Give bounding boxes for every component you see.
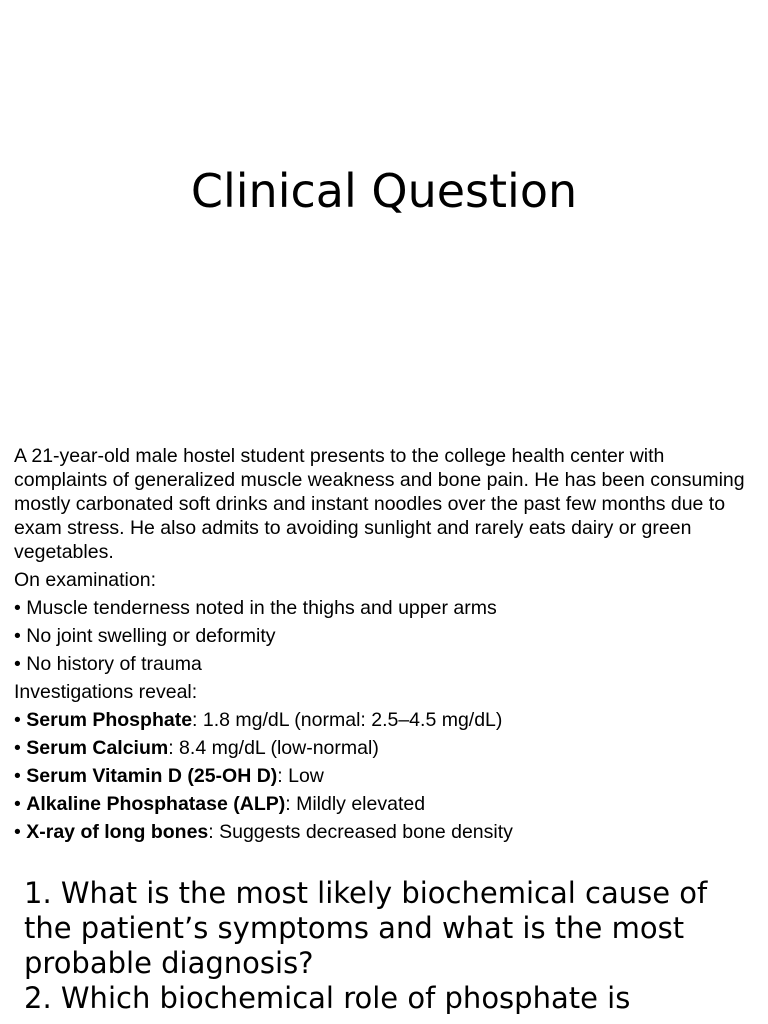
investigation-value: : Mildly elevated bbox=[285, 793, 426, 815]
bullet: • bbox=[14, 765, 27, 787]
exam-finding: • No history of trauma bbox=[14, 653, 202, 675]
investigation-item bbox=[14, 736, 759, 760]
question-1: 1. What is the most likely biochemical cause of the patient’s symptoms and what is the most probable diagnosis? bbox=[24, 876, 708, 980]
investigation-item bbox=[14, 820, 759, 844]
exam-finding: • No joint swelling or deformity bbox=[14, 625, 276, 647]
bullet: • bbox=[14, 737, 27, 759]
investigation-item bbox=[14, 708, 759, 732]
investigation-value: : 8.4 mg/dL (low-normal) bbox=[168, 737, 379, 759]
bullet: • bbox=[14, 793, 27, 815]
case-text: A 21-year-old male hostel student presents to the college health center with complaints of generalized muscle weakness and bone pain. He has been consuming mostly carbonated soft drinks and instant noodles over the past few months due to exam stress. He also admits to avoiding sunlight and rarely eats dairy or green vegetables. bbox=[14, 445, 745, 563]
question-2: 2. Which biochemical role of phosphate is bbox=[24, 981, 631, 1015]
investigation-label: Serum Calcium bbox=[26, 737, 169, 759]
exam-heading: On examination: bbox=[14, 569, 156, 591]
investigation-item bbox=[14, 764, 759, 788]
investigation-value: : 1.8 mg/dL (normal: 2.5–4.5 mg/dL) bbox=[192, 709, 503, 731]
case-description bbox=[14, 444, 759, 848]
bullet: • bbox=[14, 821, 27, 843]
investigation-label: Serum Phosphate bbox=[26, 709, 193, 731]
investigation-label: Serum Vitamin D (25-OH D) bbox=[26, 765, 278, 787]
investigation-item bbox=[14, 792, 759, 816]
exam-finding: • Muscle tenderness noted in the thighs and upper arms bbox=[14, 597, 497, 619]
investigation-value: : Suggests decreased bone density bbox=[208, 821, 513, 843]
bullet: • bbox=[14, 709, 27, 731]
slide-title: Clinical Question bbox=[190, 164, 578, 218]
investigation-label: Alkaline Phosphatase (ALP) bbox=[26, 793, 286, 815]
investigation-value: : Low bbox=[277, 765, 324, 787]
investigation-label: X-ray of long bones bbox=[26, 821, 209, 843]
investigations-heading: Investigations reveal: bbox=[14, 681, 198, 703]
questions bbox=[24, 876, 759, 1016]
